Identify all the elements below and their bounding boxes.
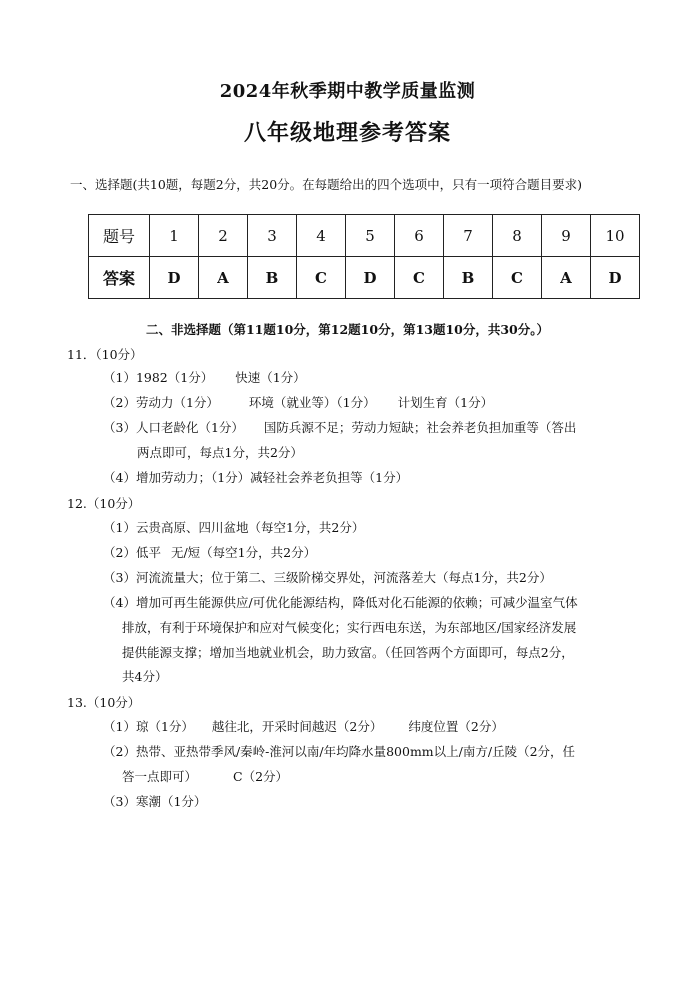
q11-line2 bbox=[103, 391, 643, 415]
question-number: 3 bbox=[248, 215, 297, 257]
row-label-answer: 答案 bbox=[89, 257, 150, 299]
question-number: 1 bbox=[150, 215, 199, 257]
question-number: 8 bbox=[493, 215, 542, 257]
q12-2a: （2）低平 bbox=[103, 545, 161, 560]
question-number: 5 bbox=[346, 215, 395, 257]
q11-3a: （3）人口老龄化（1分） bbox=[103, 420, 244, 435]
q12-line2 bbox=[103, 541, 643, 565]
question-number: 10 bbox=[591, 215, 640, 257]
answer-cell: C bbox=[297, 257, 346, 299]
q12-line4: （4）增加可再生能源供应/可优化能源结构，降低对化石能源的依赖；可减少温室气体 bbox=[103, 595, 578, 610]
exam-title: 2024年秋季期中教学质量监测 bbox=[219, 81, 476, 102]
q13-line2-cont bbox=[122, 765, 642, 789]
section1-heading bbox=[70, 175, 645, 194]
q13-2b: 答一点即可） bbox=[122, 769, 198, 784]
q12-2b: 无/短（每空1分，共2分） bbox=[170, 545, 317, 560]
section2-heading: 二、非选择题（第11题10分，第12题10分，第13题10分，共30分。） bbox=[145, 322, 550, 337]
answer-cell: D bbox=[591, 257, 640, 299]
question-number: 6 bbox=[395, 215, 444, 257]
q13-line3: （3）寒潮（1分） bbox=[103, 794, 207, 809]
question-number-row bbox=[89, 215, 640, 257]
q13-line1 bbox=[103, 715, 643, 739]
answer-cell: A bbox=[542, 257, 591, 299]
answer-cell: C bbox=[493, 257, 542, 299]
q11-line3 bbox=[103, 416, 643, 440]
q12-line4-cont1: 排放，有利于环境保护和应对气候变化；实行西电东送，为东部地区/国家经济发展 bbox=[122, 620, 577, 635]
q11-3b: 国防兵源不足；劳动力短缺；社会养老负担加重等（答出 bbox=[263, 420, 577, 435]
q13-label: 13.（10分） bbox=[67, 695, 141, 710]
q11-label: 11．（10分） bbox=[67, 347, 143, 362]
q11-1a: （1）1982（1分） bbox=[103, 370, 214, 385]
answer-cell: A bbox=[199, 257, 248, 299]
question-number: 7 bbox=[444, 215, 493, 257]
question-number: 2 bbox=[199, 215, 248, 257]
q11-line1 bbox=[103, 366, 643, 390]
q12-line3: （3）河流流量大；位于第二、三级阶梯交界处，河流落差大（每点1分，共2分） bbox=[103, 570, 552, 585]
answer-cell: B bbox=[248, 257, 297, 299]
q13-1b: 越往北，开采时间越迟（2分） bbox=[211, 719, 383, 734]
q11-2b: 环境（就业等）（1分） bbox=[248, 395, 376, 410]
q11-2a: （2）劳动力（1分） bbox=[103, 395, 219, 410]
question-number: 4 bbox=[297, 215, 346, 257]
q11-2c: 计划生育（1分） bbox=[397, 395, 494, 410]
answer-cell: D bbox=[346, 257, 395, 299]
q12-label: 12.（10分） bbox=[67, 496, 141, 511]
q11-1b: 快速（1分） bbox=[235, 370, 306, 385]
answer-cell: C bbox=[395, 257, 444, 299]
q13-2c: C（2分） bbox=[233, 769, 289, 784]
q12-line1: （1）云贵高原、四川盆地（每空1分，共2分） bbox=[103, 520, 365, 535]
answer-cell: B bbox=[444, 257, 493, 299]
answer-table bbox=[88, 214, 640, 299]
q13-1c: 纬度位置（2分） bbox=[408, 719, 504, 734]
section1-heading-text: 一、选择题(共10题，每题2分，共20分。在每题给出的四个选项中，只有一项符合题目要求) bbox=[70, 177, 583, 192]
answer-key-title: 八年级地理参考答案 bbox=[243, 120, 451, 146]
q13-line2: （2）热带、亚热带季风/秦岭-淮河以南/年均降水量800mm以上/南方/丘陵（2分，任 bbox=[103, 744, 576, 759]
q13-1a: （1）琼（1分） bbox=[103, 719, 194, 734]
q12-line4-cont3: 共4分） bbox=[122, 669, 168, 684]
q12-line4-cont2: 提供能源支撑；增加当地就业机会，助力致富。（任回答两个方面即可，每点2分， bbox=[122, 645, 574, 660]
question-number: 9 bbox=[542, 215, 591, 257]
q11-line3-cont: 两点即可，每点1分，共2分） bbox=[137, 445, 303, 460]
row-label-number: 题号 bbox=[89, 215, 150, 257]
answer-cell: D bbox=[150, 257, 199, 299]
q11-line4: （4）增加劳动力；（1分）减轻社会养老负担等（1分） bbox=[103, 470, 409, 485]
answer-row bbox=[89, 257, 640, 299]
